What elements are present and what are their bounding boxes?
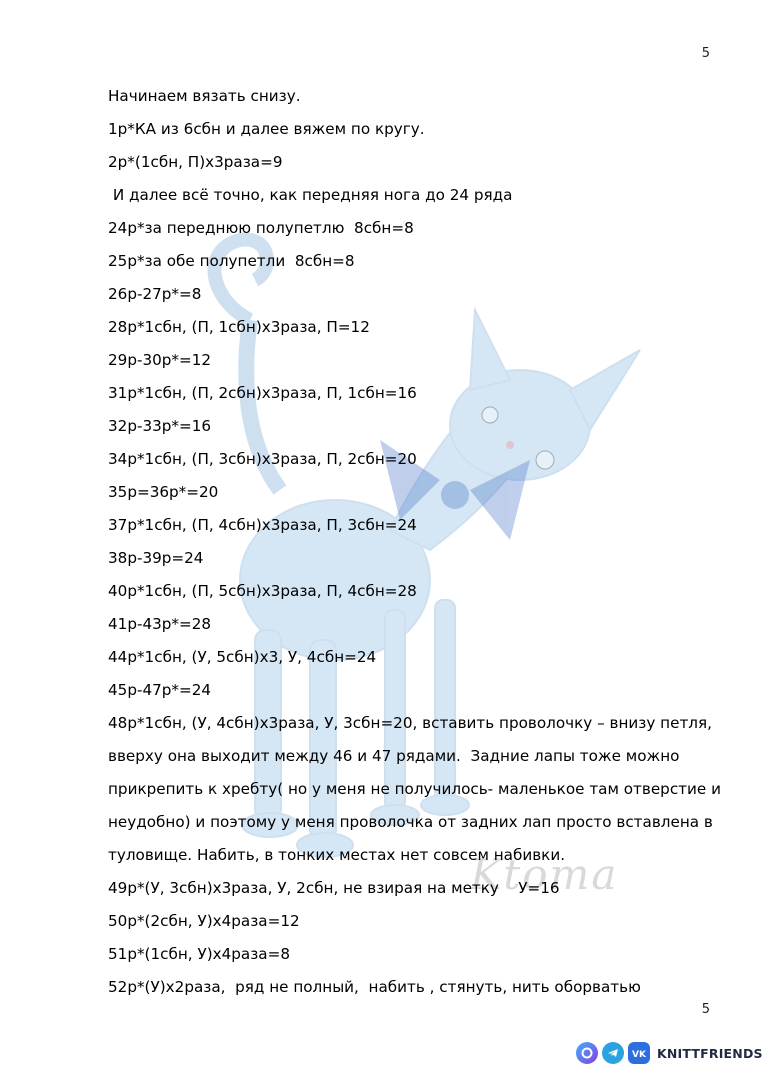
text-line: Начинаем вязать снизу.: [108, 87, 301, 105]
text-line: 45р-47р*=24: [108, 681, 212, 699]
svg-text:VK: VK: [632, 1050, 646, 1059]
text-line: 28р*1сбн, (П, 1сбн)х3раза, П=12: [108, 318, 370, 336]
text-line: 2р*(1сбн, П)х3раза=9: [108, 153, 283, 171]
telegram-icon[interactable]: [602, 1042, 624, 1064]
vk-icon[interactable]: [628, 1042, 650, 1064]
page-number-bottom: 5: [701, 1002, 710, 1017]
text-line: 34р*1сбн, (П, 3сбн)х3раза, П, 2сбн=20: [108, 450, 417, 468]
text-line: 41р-43р*=28: [108, 615, 212, 633]
text-line: 44р*1сбн, (У, 5сбн)х3, У, 4сбн=24: [108, 648, 377, 666]
text-line: вверху она выходит между 46 и 47 рядами. Задние лапы тоже можно: [108, 747, 680, 765]
text-line: 1р*КА из 6сбн и далее вяжем по кругу.: [108, 120, 425, 138]
text-line: неудобно) и поэтому у меня проволочка от задних лап просто вставлена в: [108, 813, 713, 831]
watermark-signature: Ktoma: [470, 850, 619, 899]
text-line: 31р*1сбн, (П, 2сбн)х3раза, П, 1сбн=16: [108, 384, 417, 402]
text-line: 52р*(У)х2раза, ряд не полный, набить , стянуть, нить оборватью: [108, 978, 641, 996]
text-line: прикрепить к хребту( но у меня не получилось- маленькое там отверстие и: [108, 780, 721, 798]
text-line: 24р*за переднюю полупетлю 8сбн=8: [108, 219, 414, 237]
text-line: 25р*за обе полупетли 8сбн=8: [108, 252, 355, 270]
text-line: 50р*(2сбн, У)х4раза=12: [108, 912, 300, 930]
text-line: 38р-39р=24: [108, 549, 204, 567]
text-line: туловище. Набить, в тонких местах нет совсем набивки.: [108, 846, 566, 864]
text-line: 35р=36р*=20: [108, 483, 219, 501]
text-line: 51р*(1сбн, У)х4раза=8: [108, 945, 290, 963]
footer-brand[interactable]: [576, 1040, 763, 1066]
brand-name[interactable]: KNITTFRIENDS: [657, 1045, 763, 1061]
pattern-text: [108, 80, 721, 1004]
text-line: И далее всё точно, как передняя нога до 24 ряда: [108, 186, 513, 204]
text-line: 29р-30р*=12: [108, 351, 212, 369]
text-line: 37р*1сбн, (П, 4сбн)х3раза, П, 3сбн=24: [108, 516, 417, 534]
text-line: 26р-27р*=8: [108, 285, 202, 303]
text-line: 48р*1сбн, (У, 4сбн)х3раза, У, 3сбн=20, вставить проволочку – внизу петля,: [108, 714, 712, 732]
text-line: 32р-33р*=16: [108, 417, 212, 435]
page-number-top: 5: [701, 46, 710, 61]
text-line: 40р*1сбн, (П, 5сбн)х3раза, П, 4сбн=28: [108, 582, 417, 600]
text-line: 49р*(У, 3сбн)х3раза, У, 2сбн, не взирая на метку У=16: [108, 879, 560, 897]
max-messenger-icon[interactable]: [576, 1042, 598, 1064]
